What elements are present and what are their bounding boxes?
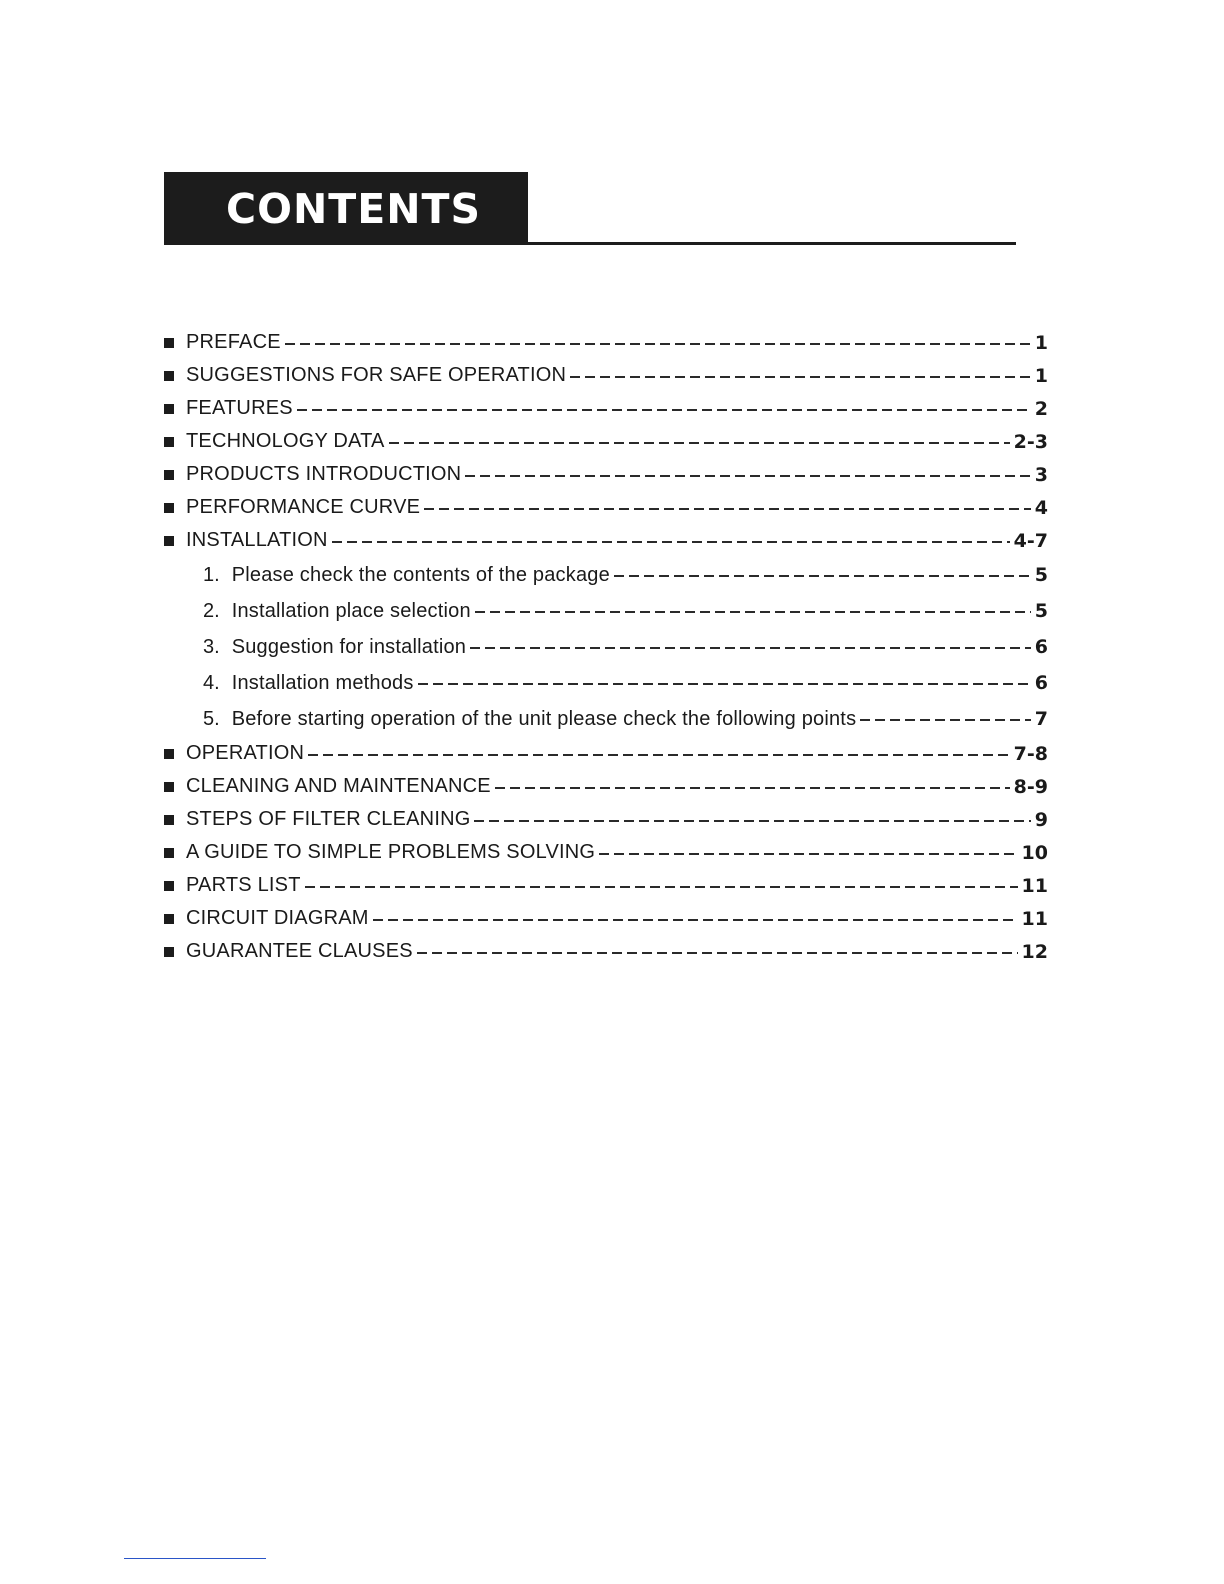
toc-entry-page: 12 <box>1021 940 1048 963</box>
toc-subentry-number: 2. <box>203 599 220 622</box>
toc-entry-label: SUGGESTIONS FOR SAFE OPERATION <box>186 364 567 386</box>
toc-entry-products-introduction[interactable] <box>164 458 1048 491</box>
toc-entry-performance-curve[interactable] <box>164 491 1048 524</box>
square-bullet-icon <box>164 371 174 381</box>
toc-entry-circuit-diagram[interactable] <box>164 902 1048 935</box>
toc-entry-page: 10 <box>1021 841 1048 864</box>
toc-entry-page: 11 <box>1021 874 1048 897</box>
square-bullet-icon <box>164 947 174 957</box>
toc-entry-page: 5 <box>1034 600 1048 622</box>
toc-subentry-before-starting[interactable] <box>164 701 1048 737</box>
toc-entry-page: 9 <box>1034 808 1048 831</box>
toc-entry-suggestions[interactable] <box>164 359 1048 392</box>
square-bullet-icon <box>164 749 174 759</box>
square-bullet-icon <box>164 503 174 513</box>
toc-subentry-number: 3. <box>203 635 220 658</box>
toc-entry-label: Suggestion for installation <box>231 635 467 658</box>
square-bullet-icon <box>164 536 174 546</box>
toc-entry-page: 1 <box>1034 364 1048 387</box>
toc-entry-label: Installation methods <box>231 671 414 694</box>
dash-leader <box>389 442 1010 444</box>
dash-leader <box>285 343 1031 345</box>
toc-entry-features[interactable] <box>164 392 1048 425</box>
square-bullet-icon <box>164 848 174 858</box>
title-underline <box>528 242 1016 245</box>
square-bullet-icon <box>164 437 174 447</box>
toc-entry-page: 5 <box>1034 564 1048 586</box>
toc-subentry-number: 5. <box>203 707 220 730</box>
toc-entry-guarantee-clauses[interactable] <box>164 935 1048 968</box>
toc-entry-label: Please check the contents of the package <box>231 563 610 586</box>
toc-subentry-check-package[interactable] <box>164 557 1048 593</box>
toc-subentry-place-selection[interactable] <box>164 593 1048 629</box>
square-bullet-icon <box>164 815 174 825</box>
toc-entry-technology-data[interactable] <box>164 425 1048 458</box>
dash-leader <box>332 541 1010 543</box>
toc-entry-page: 1 <box>1034 331 1048 354</box>
toc-entry-label: PREFACE <box>186 331 281 353</box>
page-title: CONTENTS <box>226 185 482 233</box>
square-bullet-icon <box>164 470 174 480</box>
footer-link-underline[interactable] <box>124 1558 266 1559</box>
dash-leader <box>297 409 1031 411</box>
toc-entry-label: PERFORMANCE CURVE <box>186 496 421 518</box>
toc-entry-page: 6 <box>1034 672 1048 694</box>
dash-leader <box>417 952 1018 954</box>
toc-entry-page: 4-7 <box>1013 529 1048 552</box>
square-bullet-icon <box>164 338 174 348</box>
toc-entry-preface[interactable] <box>164 326 1048 359</box>
toc-entry-page: 7 <box>1034 708 1048 730</box>
toc-entry-label: PRODUCTS INTRODUCTION <box>186 463 462 485</box>
title-box <box>164 172 528 245</box>
toc-entry-label: GUARANTEE CLAUSES <box>186 940 413 962</box>
toc-subentry-installation-methods[interactable] <box>164 665 1048 701</box>
dash-leader <box>424 508 1031 510</box>
toc-entry-page: 8-9 <box>1013 775 1048 798</box>
toc-entry-parts-list[interactable] <box>164 869 1048 902</box>
toc-entry-label: FEATURES <box>186 397 293 419</box>
toc-entry-label: CLEANING AND MAINTENANCE <box>186 775 491 797</box>
toc-entry-cleaning-maintenance[interactable] <box>164 770 1048 803</box>
square-bullet-icon <box>164 782 174 792</box>
toc-entry-page: 2 <box>1034 397 1048 420</box>
toc-entry-installation[interactable] <box>164 524 1048 557</box>
toc-entry-page: 7-8 <box>1013 742 1048 765</box>
toc-entry-page: 6 <box>1034 636 1048 658</box>
dash-leader <box>465 475 1030 477</box>
dash-leader <box>860 719 1030 721</box>
toc-entry-label: STEPS OF FILTER CLEANING <box>186 808 471 830</box>
dash-leader <box>599 853 1017 855</box>
dash-leader <box>418 683 1031 685</box>
toc-entry-label: OPERATION <box>186 742 305 764</box>
dash-leader <box>475 611 1031 613</box>
toc-entry-page: 3 <box>1034 463 1048 486</box>
contents-header <box>164 172 1016 246</box>
dash-leader <box>570 376 1031 378</box>
square-bullet-icon <box>164 914 174 924</box>
toc-entry-problems-solving[interactable] <box>164 836 1048 869</box>
dash-leader <box>495 787 1010 789</box>
dash-leader <box>470 647 1031 649</box>
toc-entry-label: TECHNOLOGY DATA <box>186 430 385 452</box>
dash-leader <box>305 886 1018 888</box>
toc-entry-label: CIRCUIT DIAGRAM <box>186 907 369 929</box>
toc-subentry-number: 4. <box>203 671 220 694</box>
toc-entry-label: Installation place selection <box>231 599 471 622</box>
table-of-contents <box>164 326 1048 968</box>
toc-entry-label: INSTALLATION <box>186 529 328 551</box>
square-bullet-icon <box>164 881 174 891</box>
dash-leader <box>308 754 1010 756</box>
dash-leader <box>474 820 1030 822</box>
toc-subentry-suggestion-installation[interactable] <box>164 629 1048 665</box>
toc-entry-label: PARTS LIST <box>186 874 301 896</box>
toc-entry-label: A GUIDE TO SIMPLE PROBLEMS SOLVING <box>186 841 596 863</box>
dash-leader <box>373 919 1018 921</box>
toc-entry-page: 11 <box>1021 907 1048 930</box>
toc-subentry-number: 1. <box>203 563 220 586</box>
toc-entry-label: Before starting operation of the unit please check the following points <box>231 707 857 730</box>
toc-entry-page: 2-3 <box>1013 430 1048 453</box>
dash-leader <box>614 575 1031 577</box>
toc-entry-operation[interactable] <box>164 737 1048 770</box>
toc-entry-page: 4 <box>1034 496 1048 519</box>
toc-entry-filter-cleaning[interactable] <box>164 803 1048 836</box>
square-bullet-icon <box>164 404 174 414</box>
